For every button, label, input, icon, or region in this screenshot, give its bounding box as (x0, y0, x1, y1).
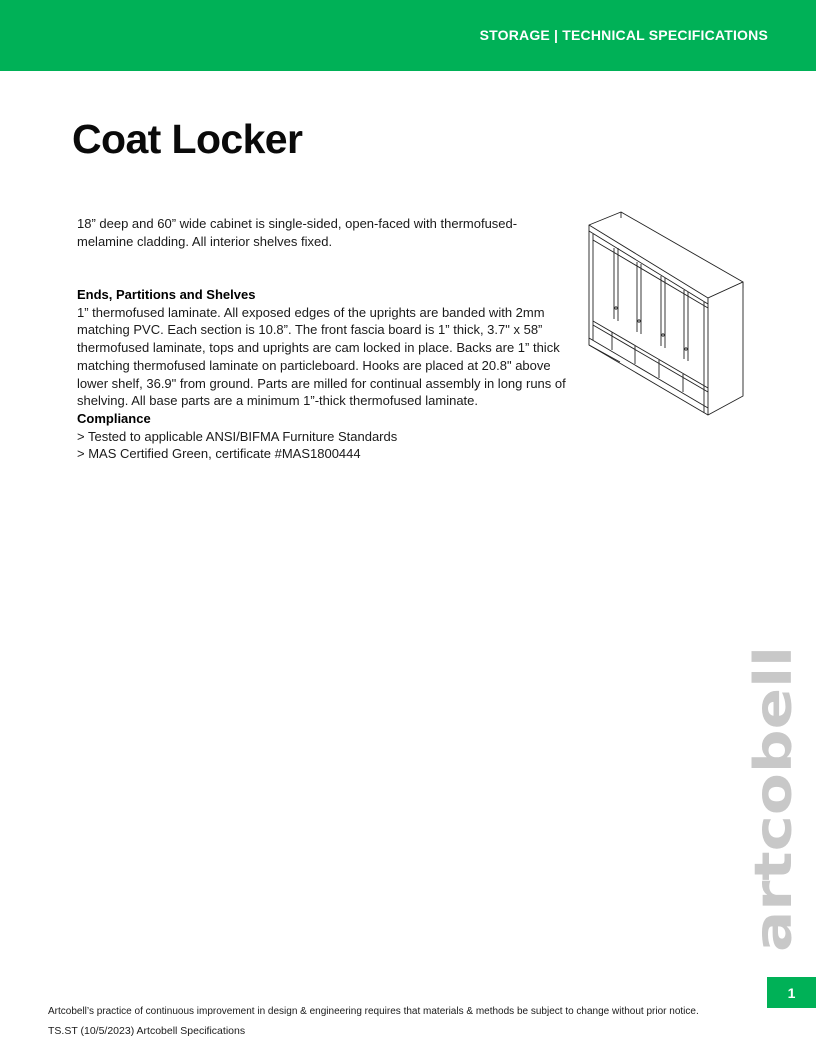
header-band (0, 0, 816, 71)
spec-details (77, 286, 572, 463)
coat-locker-illustration (584, 210, 744, 420)
page-title: Coat Locker (72, 116, 303, 162)
compliance-item: > Tested to applicable ANSI/BIFMA Furniture Standards (77, 428, 398, 444)
footer-doc-reference: TS.ST (10/5/2023) Artcobell Specifications (48, 1025, 246, 1037)
footer-notice: Artcobell’s practice of continuous improvement in design & engineering requires that materials & methods be subject to change without prior notice. (48, 1006, 699, 1017)
ends-partitions-heading: Ends, Partitions and Shelves (77, 287, 256, 302)
artcobell-logo (744, 640, 804, 955)
page-number: 1 (767, 977, 816, 1008)
logo-text: artcobell (744, 691, 804, 952)
compliance-item: > MAS Certified Green, certificate #MAS1800444 (77, 446, 361, 462)
intro-paragraph: 18” deep and 60” wide cabinet is single-sided, open-faced with thermofused-melamine cladding. All interior shelves fixed. (77, 216, 518, 249)
ends-partitions-text: 1” thermofused laminate. All exposed edges of the uprights are banded with 2mm matching PVC. Each section is 10.8”. The front fascia board is 1” thick, 3.7" x 58” thermofused laminate, tops and uprights are cam locked in place. Backs are 1” thick matching thermofused laminate on particleboard. Hooks are placed at 20.8" above lower shelf, 36.9" from ground. Parts are milled for continual assembly in long runs of shelving. All base parts are a minimum 1”-thick thermofused laminate. (77, 304, 566, 409)
compliance-heading: Compliance (77, 410, 151, 426)
header-title: STORAGE | TECHNICAL SPECIFICATIONS (479, 27, 768, 43)
